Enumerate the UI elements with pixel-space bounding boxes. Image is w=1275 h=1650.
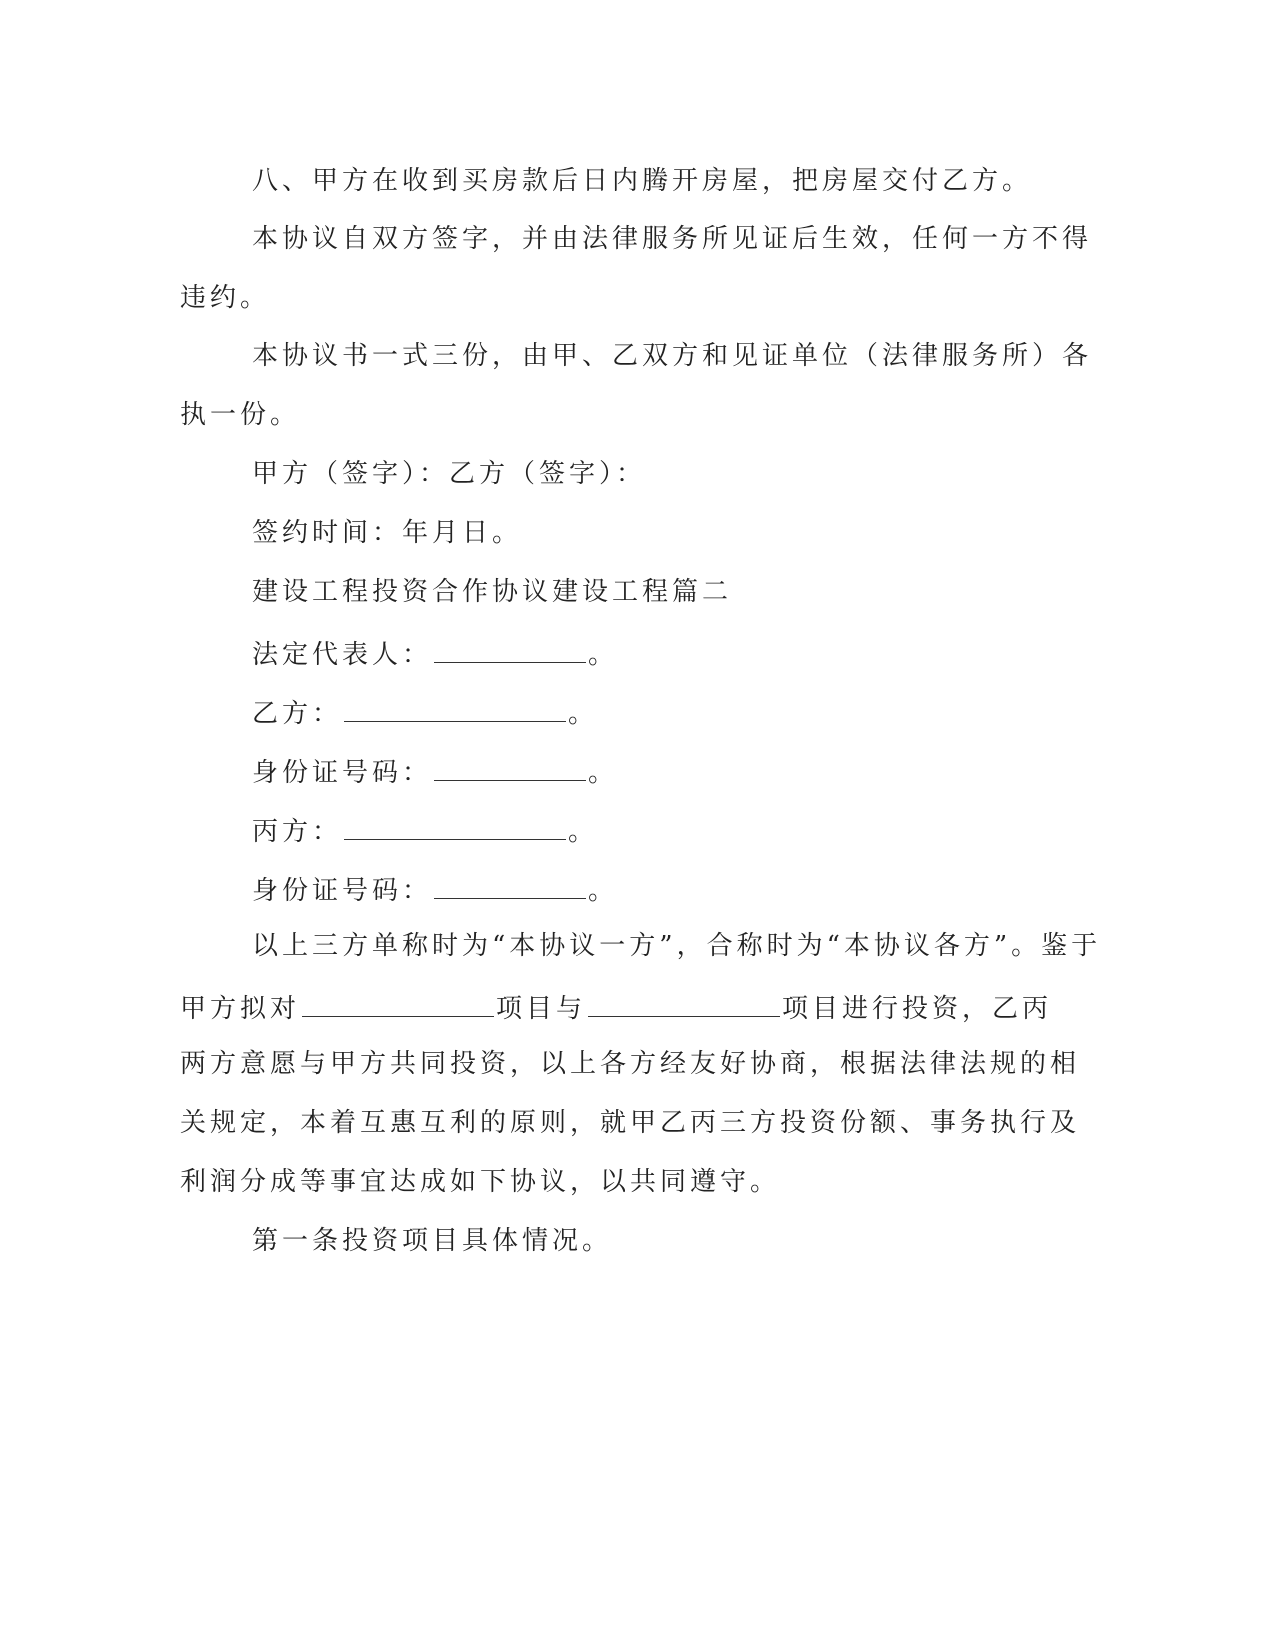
legal-representative-field (252, 634, 618, 672)
section-heading (252, 575, 732, 609)
copies-paragraph-text-2: 执一份。 (180, 400, 301, 430)
project-two-blank[interactable] (588, 988, 780, 1017)
legal-representative-label: 法定代表人： (252, 640, 433, 670)
project-one-blank[interactable] (302, 988, 494, 1017)
preamble-text-2a: 甲方拟对 (180, 994, 301, 1024)
signing-date-line (252, 516, 522, 550)
article-one-heading (252, 1224, 612, 1258)
legal-representative-blank[interactable] (434, 634, 586, 663)
party-b-end: 。 (568, 699, 599, 729)
preamble-text-3: 两方意愿与甲方共同投资，以上各方经友好协商，根据法律法规的相 (180, 1049, 1081, 1079)
copies-paragraph-line-2 (180, 398, 300, 432)
copies-paragraph-text-1: 本协议书一式三份，由甲、乙双方和见证单位（法律服务所）各 (252, 341, 1093, 371)
preamble-line-2 (180, 988, 1052, 1026)
signature-text: 甲方（签字）：乙方（签字）： (252, 459, 647, 489)
party-b-label: 乙方： (252, 699, 343, 729)
article-one-heading-text: 第一条投资项目具体情况。 (252, 1226, 613, 1256)
party-c-end: 。 (568, 817, 599, 847)
signature-line (252, 457, 646, 491)
preamble-line-1 (252, 929, 1101, 963)
clause-eight-text: 八、甲方在收到买房款后日内腾开房屋，把房屋交付乙方。 (252, 166, 1033, 196)
effect-paragraph-line-2 (180, 281, 270, 315)
party-b-id-blank[interactable] (434, 752, 586, 781)
party-c-id-end: 。 (588, 876, 619, 906)
legal-representative-end: 。 (588, 640, 619, 670)
party-c-id-blank[interactable] (434, 870, 586, 899)
effect-paragraph-text-2: 违约。 (180, 283, 271, 313)
party-b-id-end: 。 (588, 758, 619, 788)
preamble-line-3 (180, 1047, 1080, 1081)
signing-date-text: 签约时间：年月日。 (252, 518, 523, 548)
preamble-text-4: 关规定，本着互惠互利的原则，就甲乙丙三方投资份额、事务执行及 (180, 1108, 1081, 1138)
party-c-id-label: 身份证号码： (252, 876, 433, 906)
preamble-text-2b: 项目与 (496, 994, 587, 1024)
preamble-text-2c: 项目进行投资，乙丙 (782, 994, 1053, 1024)
preamble-text-5: 利润分成等事宜达成如下协议，以共同遵守。 (180, 1167, 781, 1197)
clause-eight (252, 164, 1032, 198)
preamble-line-5 (180, 1165, 780, 1199)
party-b-field (252, 693, 598, 731)
copies-paragraph-line-1 (252, 339, 1092, 373)
party-b-id-label: 身份证号码： (252, 758, 433, 788)
effect-paragraph-text-1: 本协议自双方签字，并由法律服务所见证后生效，任何一方不得 (252, 224, 1093, 254)
party-b-id-field (252, 752, 618, 790)
party-c-id-field (252, 870, 618, 908)
preamble-text-1: 以上三方单称时为“本协议一方”，合称时为“本协议各方”。鉴于 (252, 931, 1102, 961)
section-heading-text: 建设工程投资合作协议建设工程篇二 (252, 577, 733, 607)
party-b-blank[interactable] (344, 693, 566, 722)
party-c-field (252, 811, 598, 849)
party-c-label: 丙方： (252, 817, 343, 847)
effect-paragraph-line-1 (252, 222, 1092, 256)
preamble-line-4 (180, 1106, 1080, 1140)
party-c-blank[interactable] (344, 811, 566, 840)
